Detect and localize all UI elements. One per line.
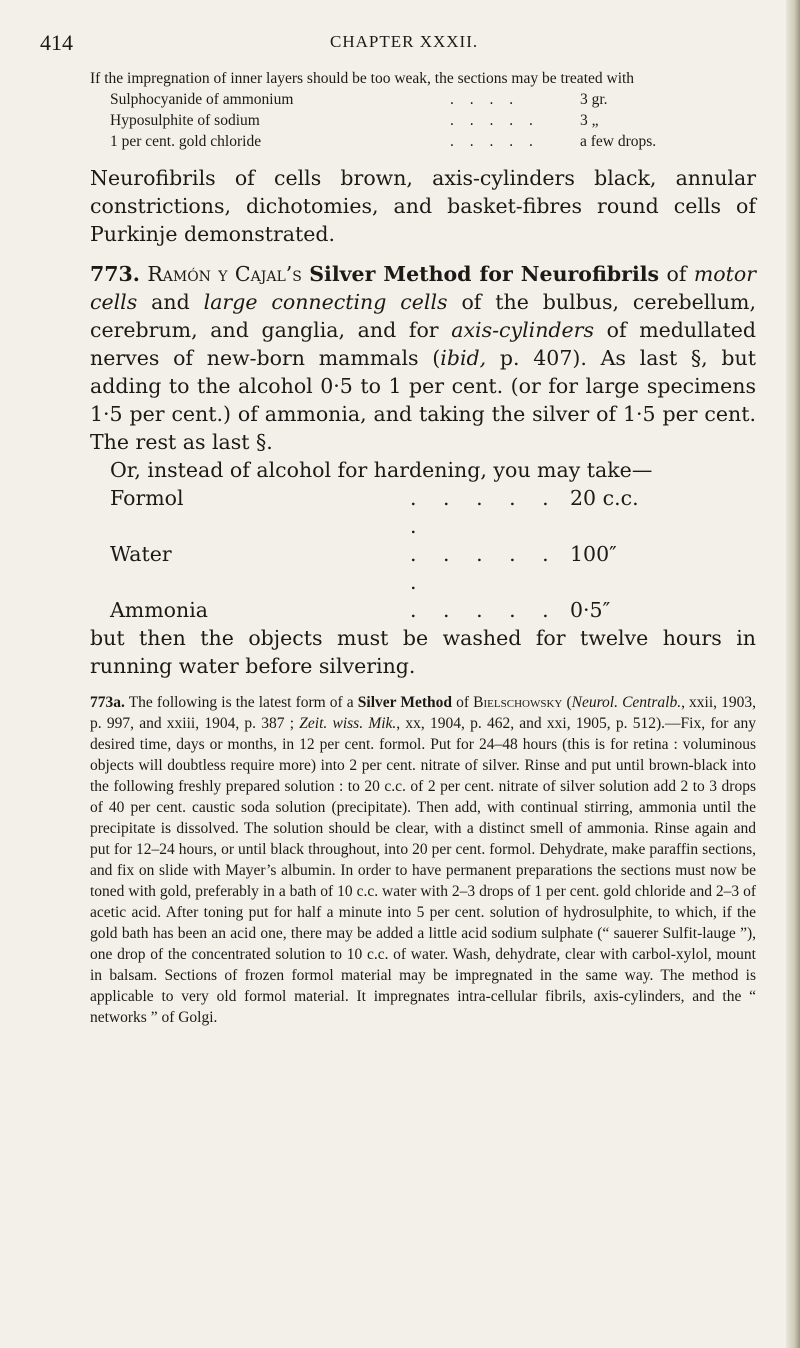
author-name: Bielschowsky xyxy=(473,694,563,711)
recipe-row xyxy=(90,131,756,152)
body-text: of the bulbus, cerebellum, cerebrum, and ganglia, and for xyxy=(90,290,756,342)
leader-dots: . . . . xyxy=(450,91,520,108)
section-773-paragraph xyxy=(90,260,756,456)
recipe-row xyxy=(90,110,756,131)
leader-dots: . . . . . xyxy=(410,598,559,622)
washing-instruction: but then the objects must be washed for twelve hours in running water before silvering. xyxy=(90,626,756,678)
ingredient-amount: 20 c.c. xyxy=(570,486,639,510)
leader-dots: . . . . . xyxy=(450,112,539,129)
emphasis-text: motor cells xyxy=(90,262,756,314)
ingredient-amount: a few drops. xyxy=(580,133,657,150)
ingredient-name: 1 per cent. gold chloride xyxy=(110,133,262,150)
intro-text: If the impregnation of inner layers should be too weak, the sections may be treated with xyxy=(90,70,635,87)
ingredient-name: Ammonia xyxy=(110,598,209,622)
body-text: p. 407). As last §, but adding to the alcohol 0·5 to 1 per cent. (or for large specimens 1·5 per cent.) of ammonia, and taking the silver of 1·5 per cent. The rest as last §. xyxy=(90,346,756,454)
ingredient-amount: 3 gr. xyxy=(580,91,608,108)
ingredient-name: Hyposulphite of sodium xyxy=(110,112,260,129)
body-text: of xyxy=(456,694,470,711)
ingredient-name: Formol xyxy=(110,486,184,510)
results-paragraph: Neurofibrils of cells brown, axis-cylinders black, annular constrictions, dichotomies, and basket-fibres round cells of Purkinje demonstrated. xyxy=(90,166,756,246)
recipe-row xyxy=(90,540,756,596)
method-title: Silver Method for Neurofibrils xyxy=(309,262,660,286)
body-text: The following is the latest form of a xyxy=(128,694,354,711)
reference-title: Zeit. wiss. Mik. xyxy=(299,715,397,732)
section-number: 773a. xyxy=(90,694,125,711)
alternative-intro: Or, instead of alcohol for hardening, you may take— xyxy=(110,458,653,482)
ingredient-amount: 3 „ xyxy=(580,112,599,129)
gold-toning-recipe xyxy=(90,89,756,152)
author-name: Ramón y Cajal’s xyxy=(147,262,302,286)
leader-dots: . . . . . . xyxy=(410,486,559,538)
body-text: , xx, 1904, p. 462, and xxi, 1905, p. 512).—Fix, for any desired time, days or months, in 12 per cent. formol. Put for 24–48 hours (this is for retina : voluminous objects will doubtless require more) into 2 per cent. nitrate of silver. Rinse and put until brown-black into the following freshly prepared solution : to 20 c.c. of 2 per cent. nitrate of silver solution add 2 to 3 drops of 40 per cent. caustic soda solution (precipitate). Then add, with continual stirring, ammonia until the precipitate is dissolved. The solution should be clear, with a distinct smell of ammonia. Rinse again and put for 12–24 hours, or until black throughout, into 20 per cent. formol. Dehydrate, make paraffin sections, and fix on slide with Mayer’s albumin. In order to have permanent preparations the sections must now be toned with gold, preferably in a bath of 10 c.c. water with 2–3 drops of 1 per cent. gold chloride and 2–3 of acetic acid. After toning put for half a minute into 5 per cent. solution of hydrosulphite, to which, if the gold bath has been an acid one, there may be added a little acid sodium sulphate (“ sauerer Sulfit-lauge ”), one drop of the concentrated solution to 10 c.c. of water. Wash, dehydrate, clear with carbol-xylol, mount in balsam. Sections of frozen formol material may be impregnated in the same way. The method is applicable to very old formol material. It impregnates intra-cellular fibrils, axis-cylinders, and the “ networks ” of Golgi. xyxy=(90,715,757,1026)
leader-dots: . . . . . . xyxy=(410,542,559,594)
ingredient-amount: 100″ xyxy=(570,542,617,566)
section-number: 773. xyxy=(90,262,140,286)
method-title: Silver Method xyxy=(357,694,453,711)
body-text: and xyxy=(151,290,190,314)
recipe-row xyxy=(90,89,756,110)
emphasis-text: large connecting cells xyxy=(203,290,448,314)
book-page xyxy=(40,30,757,1028)
body-text: of xyxy=(666,262,687,286)
emphasis-text: ibid, xyxy=(440,346,487,370)
recipe-row xyxy=(90,484,756,540)
leader-dots: . . . . . xyxy=(450,133,539,150)
section-773a-paragraph xyxy=(90,692,756,1028)
page-number: 414 xyxy=(40,30,73,55)
body-text: , xxii, 1903, p. 997, and xxiii, 1904, p. 387 ; xyxy=(90,694,757,732)
recipe-row xyxy=(90,596,756,624)
ingredient-name: Sulphocyanide of ammonium xyxy=(110,91,294,108)
ingredient-name: Water xyxy=(110,542,172,566)
ingredient-amount: 0·5″ xyxy=(570,598,611,622)
emphasis-text: axis-cylinders xyxy=(451,318,594,342)
page-edge-shadow xyxy=(786,0,800,1348)
running-header xyxy=(40,30,756,60)
body-text: ( xyxy=(566,694,572,711)
body-text: of medullated nerves of new-born mammals ( xyxy=(90,318,756,370)
hardening-recipe xyxy=(90,484,756,624)
chapter-title: CHAPTER XXXII. xyxy=(330,32,479,51)
reference-title: Neurol. Centralb. xyxy=(571,694,682,711)
